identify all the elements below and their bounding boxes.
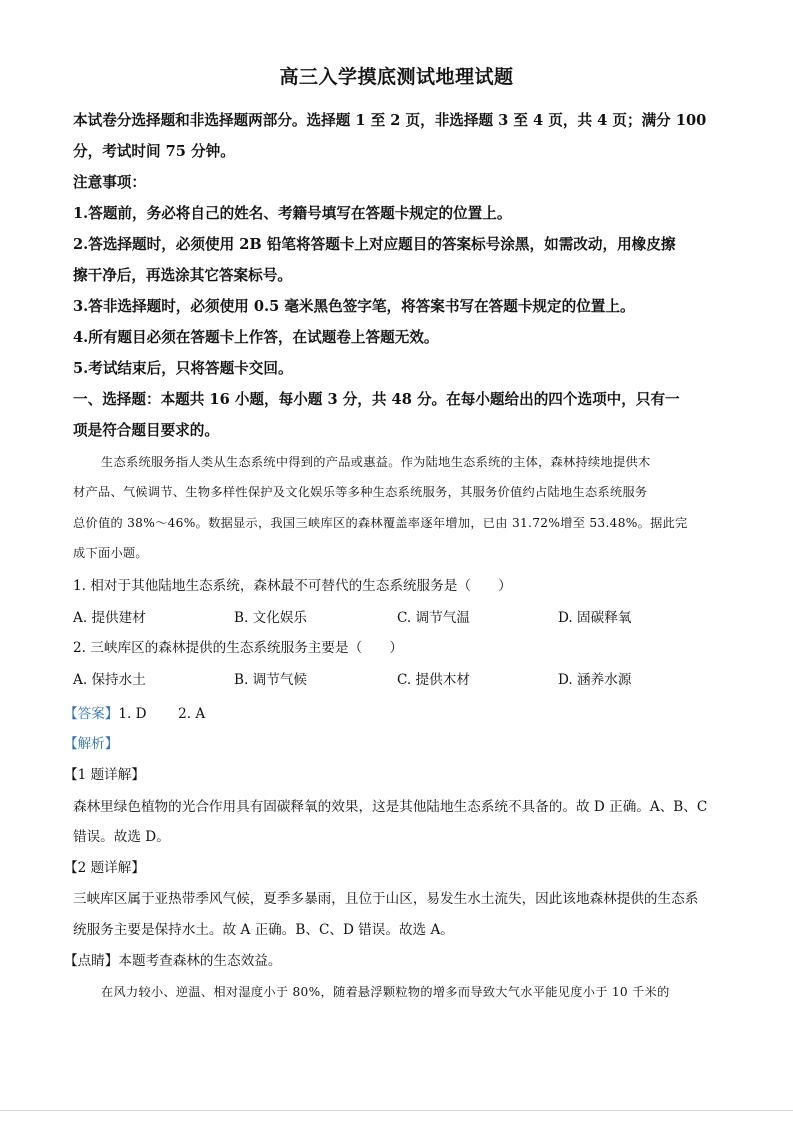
q1-option-a: A. 提供建材: [73, 610, 146, 626]
q2-option-c: C. 提供木材: [397, 672, 470, 688]
q2-option-b: B. 调节气候: [234, 672, 308, 688]
note-5: 5.考试结束后，只将答题卡交回。: [73, 360, 293, 377]
note-1: 1.答题前，务必将自己的姓名、考籍号填写在答题卡规定的位置上。: [73, 205, 512, 222]
q2-option-a: A. 保持水土: [73, 672, 146, 688]
passage1-line-4: 成下面小题。: [73, 546, 148, 560]
q2-option-d: D. 涵养水源: [558, 672, 632, 688]
note-2: 2.答选择题时，必须使用 2B 铅笔将答题卡上对应题目的答案标号涂黑，如需改动，用橡皮擦: [73, 236, 676, 253]
detail-2-line-1: 三峡库区属于亚热带季风气候，夏季多暴雨，且位于山区，易发生水土流失，因此该地森林提供的生态系: [73, 891, 699, 907]
answer-line: [64, 702, 723, 722]
detail-2-line-2: 统服务主要是保持水土。故 A 正确。B、C、D 错误。故选 A。: [73, 922, 454, 938]
q1-option-b: B. 文化娱乐: [234, 610, 308, 626]
intro-line-2: 分，考试时间 75 分钟。: [73, 143, 235, 160]
detail-1-line-2: 错误。故选 D。: [73, 829, 170, 845]
detail-1-heading: 【1 题详解】: [64, 767, 145, 783]
question-2-stem: 2. 三峡库区的森林提供的生态系统服务主要是（ ）: [73, 640, 403, 656]
question-1-stem: 1. 相对于其他陆地生态系统，森林最不可替代的生态系统服务是（ ）: [73, 578, 512, 594]
answer-text: 1. D 2. A: [118, 706, 206, 722]
analysis-tag: 【解析】: [64, 736, 119, 752]
page-title: 高三入学摸底测试地理试题: [279, 66, 514, 88]
comment-line: 【点睛】本题考查森林的生态效益。: [64, 953, 282, 969]
q1-option-c: C. 调节气温: [397, 610, 470, 626]
answer-tag: 【答案】: [64, 706, 119, 722]
page-bottom-rule: [0, 1110, 793, 1111]
detail-2-heading: 【2 题详解】: [64, 860, 145, 876]
passage2-line-1: 在风力较小、逆温、相对湿度小于 80%，随着悬浮颗粒物的增多而导致大气水平能见度小于 10 千米的: [101, 985, 670, 999]
passage1-line-3: 总价值的 38%～46%。数据显示，我国三峡库区的森林覆盖率逐年增加，已由 31.72%增至 53.48%。据此完: [73, 516, 688, 530]
detail-1-line-1: 森林里绿色植物的光合作用具有固碳释氧的效果，这是其他陆地生态系统不具备的。故 D 正确。A、B、C: [73, 799, 708, 815]
q1-option-d: D. 固碳释氧: [558, 610, 632, 626]
note-4: 4.所有题目必须在答题卡上作答，在试题卷上答题无效。: [73, 329, 439, 346]
notes-heading: 注意事项：: [73, 174, 146, 191]
note-2-cont: 擦干净后，再选涂其它答案标号。: [73, 267, 292, 284]
intro-line-1: 本试卷分选择题和非选择题两部分。选择题 1 至 2 页，非选择题 3 至 4 页，共 4 页；满分 100: [73, 112, 707, 129]
passage1-line-1: 生态系统服务指人类从生态系统中得到的产品或惠益。作为陆地生态系统的主体，森林持续地提供木: [101, 455, 651, 469]
section-heading-1: 一、选择题：本题共 16 小题，每小题 3 分，共 48 分。在每小题给出的四个选项中，只有一: [73, 391, 680, 408]
note-3: 3.答非选择题时，必须使用 0.5 毫米黑色签字笔，将答案书写在答题卡规定的位置上。: [73, 298, 635, 315]
section-heading-1-cont: 项是符合题目要求的。: [73, 422, 219, 439]
passage1-line-2: 材产品、气候调节、生物多样性保护及文化娱乐等多种生态系统服务，其服务价值约占陆地生态系统服务: [73, 485, 648, 499]
